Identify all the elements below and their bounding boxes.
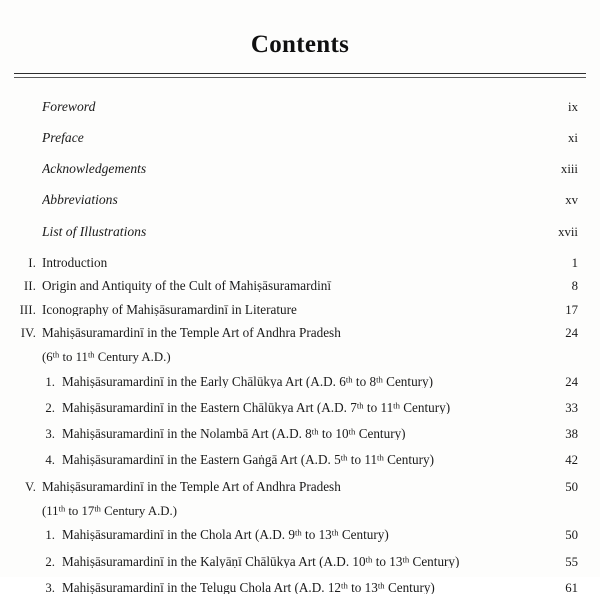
- section-text-after: Century): [382, 374, 434, 388]
- section-number: 3.: [45, 580, 55, 595]
- section-number: 2.: [45, 400, 55, 415]
- ordinal-suffix: th: [331, 528, 339, 538]
- ordinal-suffix: th: [365, 554, 373, 564]
- chapter-title: Origin and Antiquity of the Cult of Mahiṣāsuramardinī: [42, 279, 331, 293]
- ordinal-suffix: th: [377, 453, 384, 463]
- toc-chapter-3[interactable]: [8, 303, 578, 317]
- chapter-numeral: II.: [24, 279, 36, 294]
- section-number: 3.: [45, 427, 55, 442]
- entry-label: Foreword: [42, 99, 96, 114]
- chapter-numeral: III.: [19, 302, 36, 317]
- table-of-contents: [0, 100, 600, 595]
- entry-label: Preface: [42, 130, 84, 145]
- section-title: [62, 453, 532, 466]
- ordinal-suffix: th: [356, 400, 364, 411]
- section-title: [62, 427, 532, 440]
- toc-chapter-4[interactable]: [8, 326, 578, 340]
- section-page-number: 42: [565, 453, 578, 468]
- page-title: Contents: [250, 31, 350, 58]
- chapter-4-date-range: [42, 351, 578, 364]
- date-range-prefix: (11: [42, 503, 59, 518]
- toc-section-4-3[interactable]: [8, 427, 578, 441]
- toc-section-4-4[interactable]: [8, 453, 578, 467]
- section-text-after: Century): [409, 554, 460, 568]
- section-text-after: Century): [355, 427, 406, 441]
- header-divider: [14, 73, 586, 78]
- ordinal-suffix: th: [377, 580, 385, 591]
- toc-section-4-1[interactable]: [8, 375, 578, 389]
- toc-section-4-2[interactable]: [8, 401, 578, 415]
- ordinal-suffix: th: [311, 427, 319, 437]
- toc-section-5-3[interactable]: [8, 581, 578, 595]
- front-matter-list: [8, 100, 578, 239]
- entry-label: Abbreviations: [42, 193, 118, 208]
- entry-page-number: xiii: [560, 162, 578, 177]
- toc-entry-acknowledgements[interactable]: [8, 162, 578, 176]
- section-text-before: Mahiṣāsuramardinī in the Eastern Chālūkya Art (A.D. 7: [62, 400, 357, 415]
- entry-page-number: xv: [565, 193, 578, 208]
- toc-section-5-2[interactable]: [8, 555, 578, 569]
- date-range-mid: to 17: [65, 503, 95, 518]
- section-page-number: 50: [565, 528, 578, 543]
- toc-entry-list-of-illustrations[interactable]: [8, 225, 578, 239]
- section-title: [62, 555, 532, 568]
- section-text-after: Century): [399, 400, 451, 415]
- entry-label: Acknowledgements: [42, 162, 147, 176]
- ordinal-suffix: th: [340, 453, 348, 463]
- section-text-before: Mahiṣāsuramardinī in the Telugu Chola Art (A.D. 12: [62, 580, 342, 595]
- section-text-before: Mahiṣāsuramardinī in the Nolambā Art (A.D. 8: [62, 427, 312, 441]
- section-text-after: Century): [338, 528, 389, 542]
- section-text-before: Mahiṣāsuramardinī in the Kalyāṇī Chālūkya Art (A.D. 10: [62, 554, 366, 568]
- section-text-after: Century): [383, 453, 435, 467]
- section-number: 1.: [45, 374, 55, 389]
- ordinal-suffix: th: [52, 349, 60, 360]
- chapter-title: Introduction: [42, 256, 108, 270]
- ordinal-suffix: th: [345, 374, 353, 384]
- section-page-number: 33: [565, 400, 578, 415]
- chapter-title: Mahiṣāsuramardinī in the Temple Art of Andhra Pradesh: [42, 325, 341, 340]
- section-title: [62, 528, 532, 541]
- chapter-numeral: IV.: [20, 325, 36, 340]
- entry-page-number: xi: [568, 130, 578, 145]
- section-title: [62, 581, 532, 594]
- section-number: 4.: [45, 453, 55, 468]
- section-text-mid: to 10: [318, 427, 349, 441]
- section-text-after: Century): [384, 580, 435, 595]
- ordinal-suffix: th: [376, 374, 383, 384]
- ordinal-suffix: th: [402, 554, 410, 564]
- section-text-mid: to 8: [352, 374, 377, 388]
- entry-label: List of Illustrations: [42, 224, 147, 239]
- chapter-page-number: 50: [565, 479, 578, 494]
- chapter-page-number: 1: [571, 256, 578, 271]
- chapter-title: Iconography of Mahiṣāsuramardinī in Literature: [42, 302, 297, 316]
- section-title: [62, 375, 532, 388]
- section-text-before: Mahiṣāsuramardinī in the Chola Art (A.D. 9: [62, 528, 295, 542]
- date-range-prefix: (6: [42, 349, 53, 364]
- section-page-number: 38: [565, 427, 578, 442]
- section-page-number: 61: [565, 580, 578, 595]
- section-page-number: 55: [565, 554, 578, 569]
- toc-entry-abbreviations[interactable]: [8, 193, 578, 207]
- ordinal-suffix: th: [393, 400, 400, 411]
- section-text-mid: to 13: [347, 580, 378, 595]
- ordinal-suffix: th: [58, 503, 66, 513]
- section-text-mid: to 11: [347, 453, 378, 467]
- section-text-mid: to 13: [372, 554, 403, 568]
- entry-page-number: ix: [568, 99, 578, 114]
- chapter-title: Mahiṣāsuramardinī in the Temple Art of Andhra Pradesh: [42, 479, 341, 493]
- section-text-mid: to 11: [363, 400, 394, 415]
- section-page-number: 24: [565, 374, 578, 389]
- chapter-page-number: 24: [565, 325, 578, 340]
- ordinal-suffix: th: [341, 580, 348, 591]
- chapter-page-number: 8: [571, 279, 578, 294]
- ordinal-suffix: th: [294, 528, 302, 538]
- ordinal-suffix: th: [348, 427, 356, 437]
- toc-chapter-1[interactable]: [8, 256, 578, 270]
- chapter-page-number: 17: [565, 302, 578, 317]
- chapter-numeral: V.: [25, 479, 36, 494]
- ordinal-suffix: th: [94, 503, 101, 513]
- section-number: 2.: [45, 554, 55, 569]
- section-text-before: Mahiṣāsuramardinī in the Early Chālūkya Art (A.D. 6: [62, 374, 346, 388]
- ordinal-suffix: th: [87, 349, 95, 360]
- section-text-before: Mahiṣāsuramardinī in the Eastern Gaṅgā Art (A.D. 5: [62, 453, 341, 467]
- toc-chapter-5[interactable]: [8, 480, 578, 494]
- toc-section-5-1[interactable]: [8, 528, 578, 542]
- chapter-numeral: I.: [28, 256, 36, 271]
- date-range-suffix: Century A.D.): [94, 349, 171, 364]
- toc-chapter-2[interactable]: [8, 279, 578, 293]
- date-range-mid: to 11: [59, 349, 88, 364]
- section-number: 1.: [45, 528, 55, 543]
- date-range-suffix: Century A.D.): [100, 503, 177, 518]
- toc-entry-preface[interactable]: [8, 131, 578, 145]
- section-text-mid: to 13: [301, 528, 332, 542]
- section-title: [62, 401, 532, 414]
- chapter-5-date-range: [42, 505, 578, 518]
- divider-rule-top: [14, 73, 586, 74]
- entry-page-number: xvii: [558, 224, 578, 239]
- toc-entry-foreword[interactable]: [8, 100, 578, 114]
- divider-rule-bottom: [14, 77, 586, 78]
